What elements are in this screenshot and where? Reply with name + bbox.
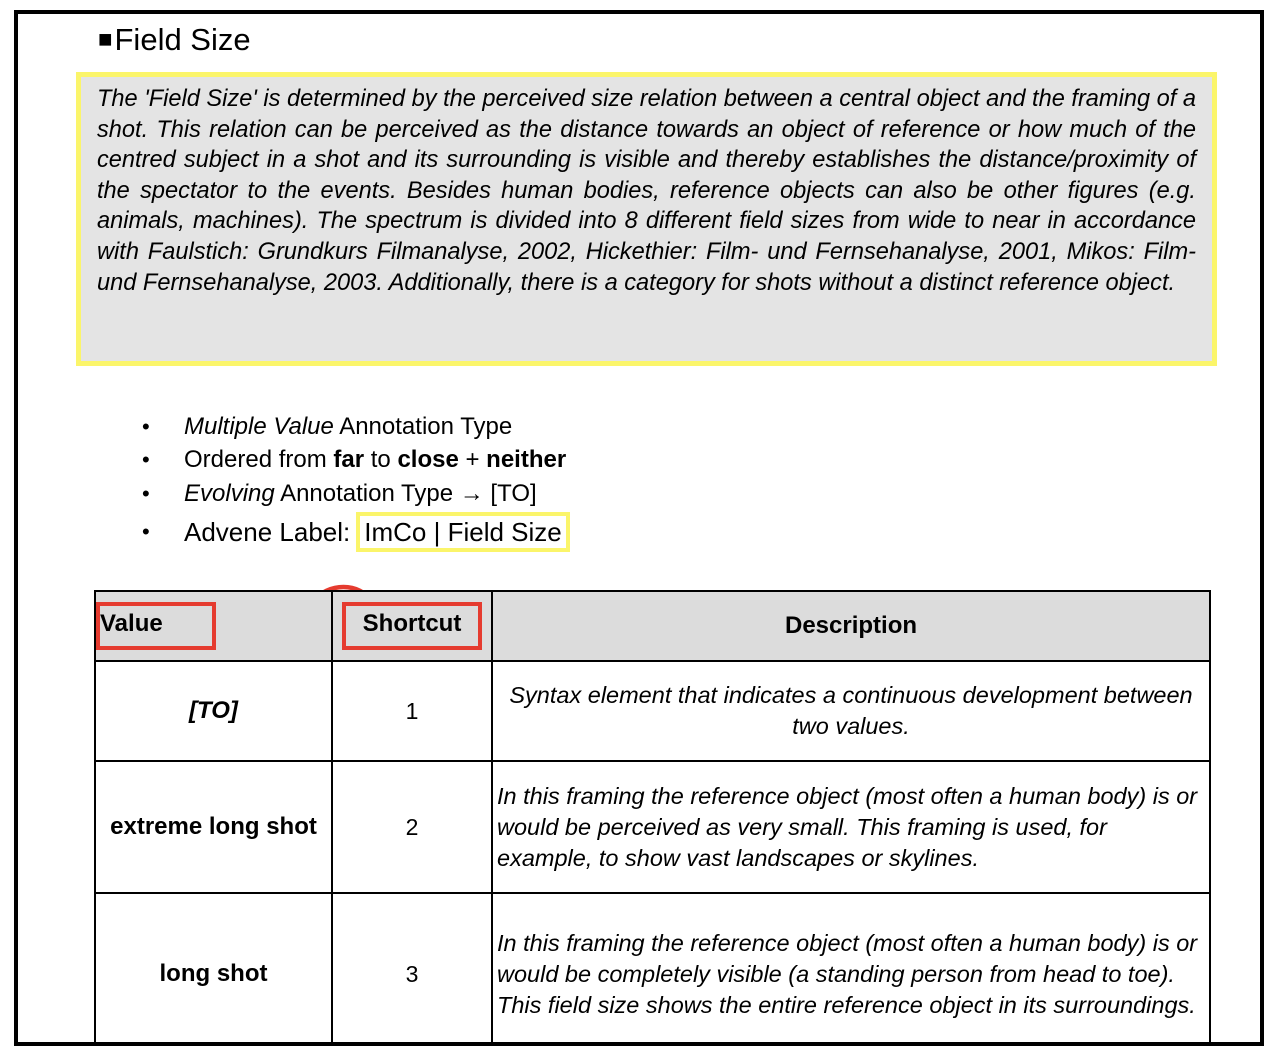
bullet-dot-icon: • bbox=[142, 414, 150, 439]
row-shortcut: 3 bbox=[332, 893, 492, 1046]
bullet-dot-icon: • bbox=[142, 481, 150, 506]
description-box bbox=[76, 72, 1217, 366]
list-item-bold: neither bbox=[486, 446, 567, 473]
list-item bbox=[136, 511, 570, 553]
header-shortcut-cell bbox=[332, 591, 492, 661]
square-bullet-icon: ■ bbox=[98, 26, 113, 53]
table-row bbox=[95, 893, 1210, 1046]
list-item-emphasis: Evolving bbox=[184, 480, 275, 507]
row-shortcut: 1 bbox=[332, 661, 492, 761]
list-item bbox=[136, 410, 570, 443]
header-value-cell bbox=[95, 591, 332, 661]
description-text: The 'Field Size' is determined by the perceived size relation between a central object and the framing of a shot. This relation can be perceived as the distance towards an object of reference or how much of the centred subject in a shot and its surrounding is visible and thereby establishes the distance/proximity of the spectator to the events. Besides human bodies, reference objects can also be other figures (e.g. animals, machines). The spectrum is divided into 8 different field sizes from wide to near in accordance with Faulstich: Grundkurs Filmanalyse, 2002, Hickethier: Film- und Fernsehanalyse, 2001, Mikos: Film- und Fernsehanalyse, 2003. Additionally, there is a category for shots without a distinct reference object. bbox=[97, 86, 1196, 296]
list-item-bold: close bbox=[397, 446, 459, 473]
row-value: [TO] bbox=[95, 661, 332, 761]
properties-list bbox=[136, 410, 570, 553]
list-item-text: Annotation Type bbox=[333, 413, 513, 440]
advene-label-caption: Advene Label: bbox=[184, 517, 351, 547]
row-description: Syntax element that indicates a continuous development between two values. bbox=[492, 661, 1210, 761]
header-shortcut: Shortcut bbox=[342, 602, 482, 650]
advene-label-value: ImCo | Field Size bbox=[356, 512, 569, 552]
row-description: In this framing the reference object (most often a human body) is or would be perceived as very small. This framing is used, for example, to show vast landscapes or skylines. bbox=[492, 761, 1210, 893]
list-item-text: Annotation Type → [TO] bbox=[274, 480, 537, 507]
list-item bbox=[136, 476, 570, 511]
table-row bbox=[95, 661, 1210, 761]
table-header-row bbox=[95, 591, 1210, 661]
row-description: In this framing the reference object (most often a human body) is or would be completely visible (a standing person from head to toe). This field size shows the entire reference object in its surroundings. bbox=[492, 893, 1210, 1046]
header-value: Value bbox=[96, 602, 216, 650]
bullet-dot-icon: • bbox=[142, 519, 150, 544]
values-table bbox=[94, 590, 1211, 1046]
row-shortcut: 2 bbox=[332, 761, 492, 893]
row-value: long shot bbox=[95, 893, 332, 1046]
table-row bbox=[95, 761, 1210, 893]
bullet-dot-icon: • bbox=[142, 447, 150, 472]
list-item-text: Ordered from bbox=[184, 446, 334, 473]
list-item-text: to bbox=[364, 446, 398, 473]
list-item bbox=[136, 443, 570, 476]
list-item-bold: far bbox=[333, 446, 365, 473]
section-title: Field Size bbox=[114, 22, 251, 57]
list-item-emphasis: Multiple Value bbox=[184, 413, 334, 440]
document-page bbox=[14, 10, 1264, 1046]
list-item-text: + bbox=[458, 446, 487, 473]
section-heading bbox=[98, 20, 251, 60]
header-description: Description bbox=[492, 591, 1210, 661]
row-value: extreme long shot bbox=[95, 761, 332, 893]
